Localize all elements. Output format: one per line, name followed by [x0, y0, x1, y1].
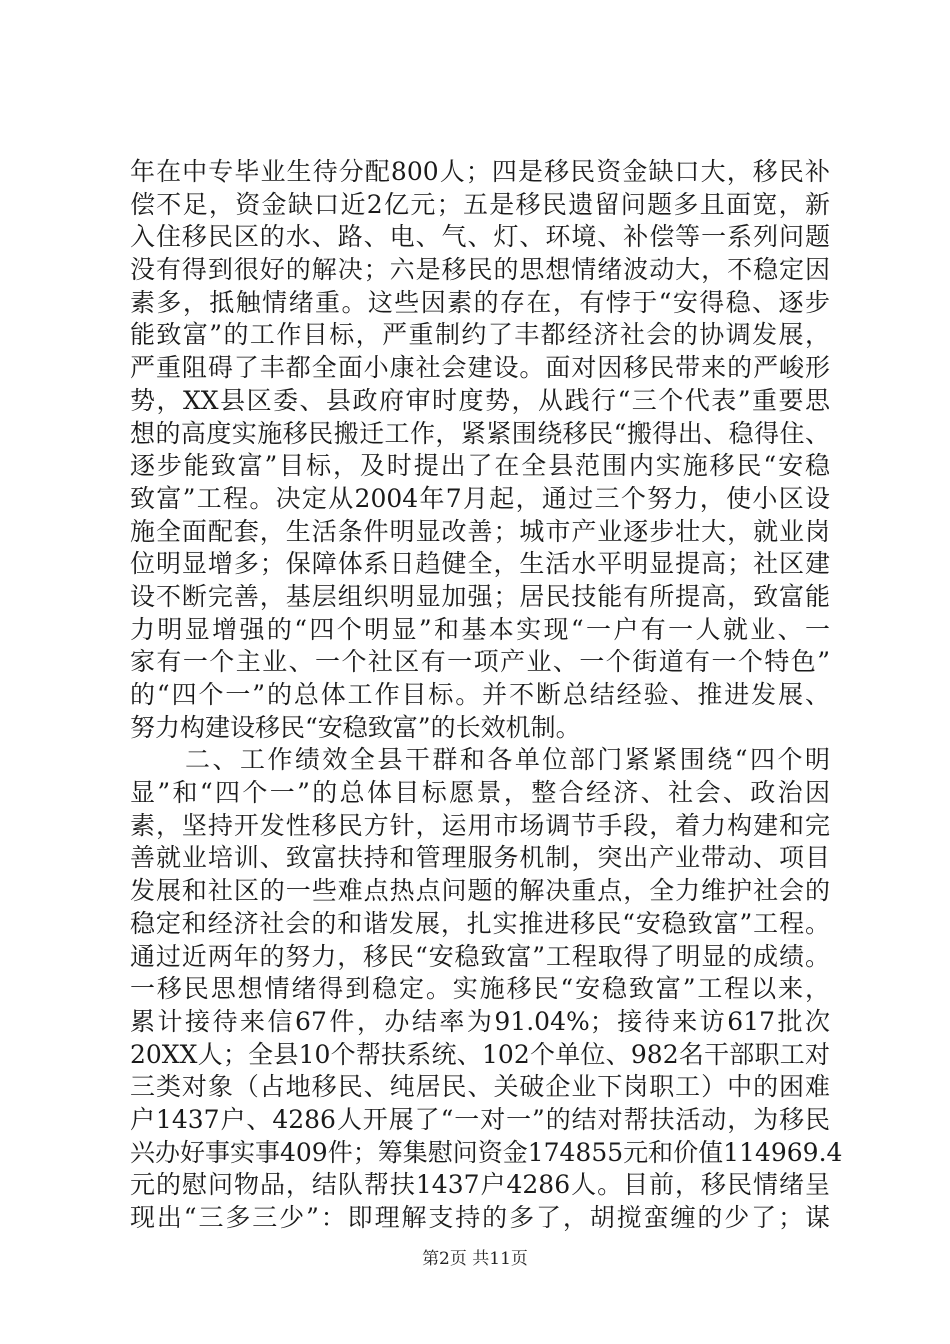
text-line: 偿不足，资金缺口近2亿元；五是移民遗留问题多且面宽，新: [130, 189, 830, 219]
text-line: 发展和社区的一些难点热点问题的解决重点，全力维护社会的: [130, 876, 830, 906]
page-footer: 第2页 共11页: [422, 1249, 528, 1269]
text-line: 年在中专毕业生待分配800人；四是移民资金缺口大，移民补: [130, 157, 830, 186]
text-line: 的“四个一”的总体工作目标。并不断总结经验、推进发展、: [130, 680, 830, 709]
text-line: 显”和“四个一”的总体目标愿景，整合经济、社会、政治因: [130, 778, 830, 808]
text-line: 没有得到很好的解决；六是移民的思想情绪波动大，不稳定因: [130, 255, 830, 285]
text-line: 位明显增多；保障体系日趋健全，生活水平明显提高；社区建: [130, 549, 830, 579]
text-line: 素多，抵触情绪重。这些因素的存在，有悖于“安得稳、逐步: [130, 287, 830, 317]
body-text: [130, 156, 843, 1235]
text-line: 一移民思想情绪得到稳定。实施移民“安稳致富”工程以来，: [130, 974, 830, 1004]
text-line: 势，XX县区委、县政府审时度势，从践行“三个代表”重要思: [130, 385, 830, 415]
text-line: 施全面配套，生活条件明显改善；城市产业逐步壮大，就业岗: [130, 516, 830, 546]
text-line: 能致富”的工作目标，严重制约了丰都经济社会的协调发展，: [130, 320, 830, 350]
text-line: 努力构建设移民“安稳致富”的长效机制。: [130, 712, 581, 742]
text-line: 通过近两年的努力，移民“安稳致富”工程取得了明显的成绩。: [130, 941, 830, 971]
text-line: 逐步能致富”目标，及时提出了在全县范围内实施移民“安稳: [130, 451, 830, 481]
text-line: 累计接待来信67件，办结率为91.04%；接待来访617批次: [130, 1006, 830, 1036]
text-line: 素，坚持开发性移民方针，运用市场调节手段，着力构建和完: [130, 810, 830, 840]
text-line: 现出“三多三少”：即理解支持的多了，胡搅蛮缠的少了；谋: [130, 1203, 830, 1232]
text-line: 20XX人；全县10个帮扶系统、102个单位、982名干部职工对: [130, 1039, 830, 1069]
text-line: 家有一个主业、一个社区有一项产业、一个街道有一个特色”: [130, 647, 830, 677]
text-line: 二、工作绩效全县干群和各单位部门紧紧围绕“四个明: [130, 745, 830, 775]
text-line: 想的高度实施移民搬迁工作，紧紧围绕移民“搬得出、稳得住、: [130, 418, 830, 448]
text-line: 稳定和经济社会的和谐发展，扎实推进移民“安稳致富”工程。: [130, 908, 830, 938]
text-line: 三类对象（占地移民、纯居民、关破企业下岗职工）中的困难: [130, 1072, 830, 1102]
text-line: 善就业培训、致富扶持和管理服务机制，突出产业带动、项目: [130, 843, 830, 873]
text-line: 力明显增强的“四个明显”和基本实现“一户有一人就业、一: [130, 614, 830, 644]
text-line: 户1437户、4286人开展了“一对一”的结对帮扶活动，为移民: [130, 1104, 830, 1134]
text-line: 致富”工程。决定从2004年7月起，通过三个努力，使小区设: [130, 483, 830, 513]
text-line: 设不断完善，基层组织明显加强；居民技能有所提高，致富能: [130, 581, 830, 611]
text-line: 严重阻碍了丰都全面小康社会建设。面对因移民带来的严峻形: [130, 353, 830, 383]
text-line: 入住移民区的水、路、电、气、灯、环境、补偿等一系列问题: [130, 222, 830, 252]
text-line: 元的慰问物品，结队帮扶1437户4286人。目前，移民情绪呈: [130, 1170, 830, 1200]
text-line: 兴办好事实事409件；筹集慰问资金174855元和价值114969.4: [130, 1137, 843, 1167]
